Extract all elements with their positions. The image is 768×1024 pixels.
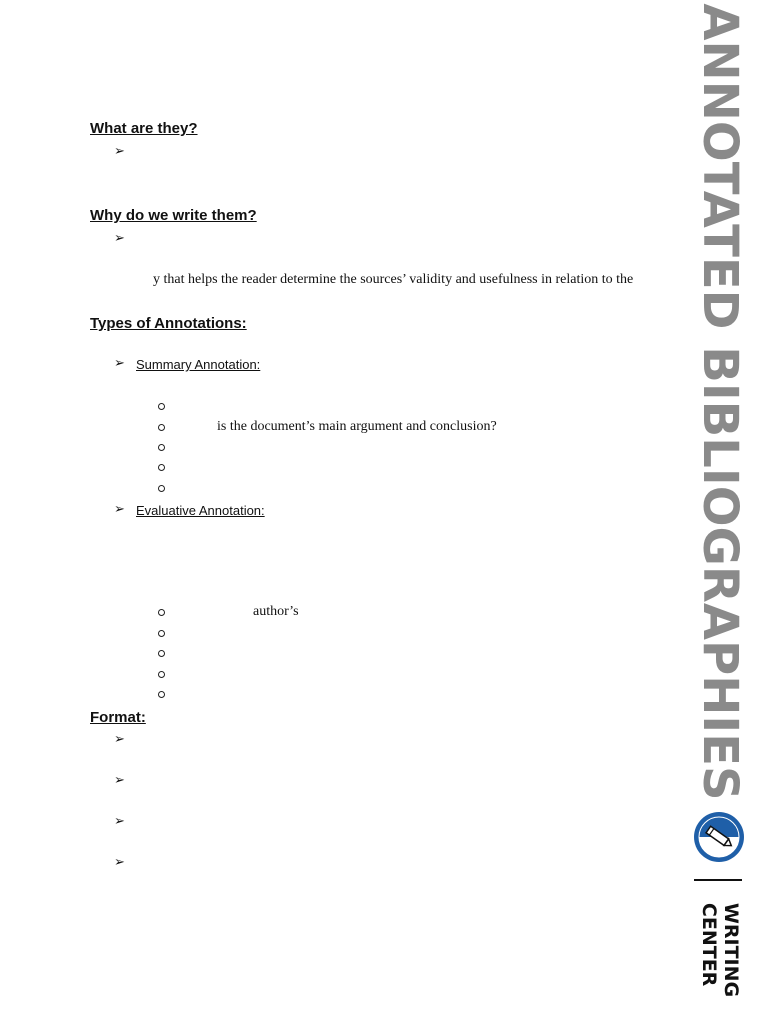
- summary-item-text: is the document’s main argument and conclusion?: [217, 419, 497, 434]
- sidebar-title: ANNOTATED BIBLIOGRAPHIES: [692, 3, 748, 801]
- arrow-bullet-icon: ➢: [114, 356, 125, 371]
- arrow-bullet-icon: ➢: [114, 144, 125, 159]
- logo-line-center: CENTER: [698, 902, 720, 987]
- circle-bullet-icon: [158, 630, 165, 637]
- heading-types-of-annotations: Types of Annotations:: [90, 315, 247, 332]
- logo-divider: [694, 879, 742, 881]
- summary-annotation-label: Summary Annotation:: [136, 357, 261, 372]
- heading-why-write-them: Why do we write them?: [90, 207, 257, 224]
- circle-bullet-icon: [158, 691, 165, 698]
- circle-bullet-icon: [158, 424, 165, 431]
- evaluative-annotation-label: Evaluative Annotation:: [136, 503, 265, 518]
- heading-format: Format:: [90, 709, 146, 726]
- circle-bullet-icon: [158, 671, 165, 678]
- arrow-bullet-icon: ➢: [114, 732, 125, 747]
- arrow-bullet-icon: ➢: [114, 231, 125, 246]
- why-body-text: y that helps the reader determine the sources’ validity and usefulness in relation to the: [153, 272, 634, 287]
- arrow-bullet-icon: ➢: [114, 773, 125, 788]
- circle-bullet-icon: [158, 464, 165, 471]
- writing-center-logo-text: [698, 903, 742, 997]
- heading-what-are-they: What are they?: [90, 120, 198, 137]
- circle-bullet-icon: [158, 650, 165, 657]
- logo-line-writing: WRITING: [720, 902, 742, 998]
- circle-bullet-icon: [158, 485, 165, 492]
- circle-bullet-icon: [158, 403, 165, 410]
- pencil-in-circle-icon: [694, 812, 744, 862]
- arrow-bullet-icon: ➢: [114, 502, 125, 517]
- evaluative-item-text: author’s: [253, 604, 299, 619]
- arrow-bullet-icon: ➢: [114, 855, 125, 870]
- arrow-bullet-icon: ➢: [114, 814, 125, 829]
- circle-bullet-icon: [158, 444, 165, 451]
- circle-bullet-icon: [158, 609, 165, 616]
